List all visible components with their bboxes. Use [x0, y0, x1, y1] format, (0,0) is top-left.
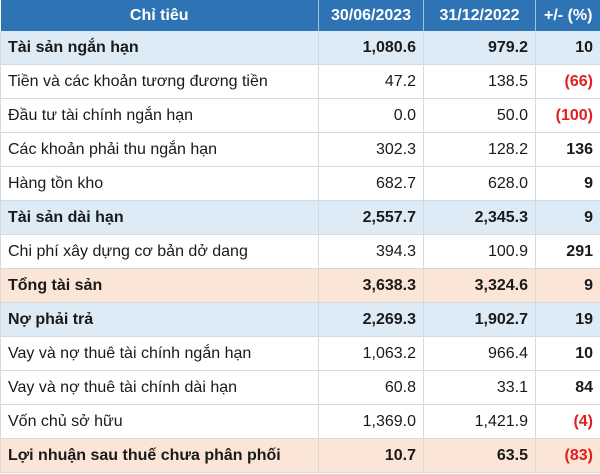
row-value-2: 138.5 [424, 65, 536, 99]
row-value-1: 10.7 [319, 439, 424, 473]
row-value-1: 302.3 [319, 133, 424, 167]
row-label: Vốn chủ sở hữu [1, 405, 319, 439]
row-label: Vay và nợ thuê tài chính ngắn hạn [1, 337, 319, 371]
table-body [1, 31, 600, 473]
row-change: 10 [536, 31, 600, 65]
table-row [1, 65, 600, 99]
row-label: Chi phí xây dựng cơ bản dở dang [1, 235, 319, 269]
table-row [1, 99, 600, 133]
row-label: Tiền và các khoản tương đương tiền [1, 65, 319, 99]
row-value-2: 100.9 [424, 235, 536, 269]
row-label: Hàng tồn kho [1, 167, 319, 201]
header-indicator: Chỉ tiêu [1, 0, 319, 31]
table-row [1, 133, 600, 167]
table-row [1, 439, 600, 473]
row-label: Nợ phải trả [1, 303, 319, 337]
table-row [1, 31, 600, 65]
row-change: 10 [536, 337, 600, 371]
row-label: Vay và nợ thuê tài chính dài hạn [1, 371, 319, 405]
row-value-1: 1,080.6 [319, 31, 424, 65]
row-change: 19 [536, 303, 600, 337]
row-value-2: 979.2 [424, 31, 536, 65]
row-value-2: 3,324.6 [424, 269, 536, 303]
table-row [1, 235, 600, 269]
row-change: 84 [536, 371, 600, 405]
row-value-1: 60.8 [319, 371, 424, 405]
row-label: Tài sản ngắn hạn [1, 31, 319, 65]
row-change: 9 [536, 269, 600, 303]
table-row [1, 167, 600, 201]
table-row [1, 201, 600, 235]
table-header [1, 0, 600, 31]
row-value-2: 50.0 [424, 99, 536, 133]
row-value-2: 128.2 [424, 133, 536, 167]
table-row [1, 405, 600, 439]
header-date-2: 31/12/2022 [424, 0, 536, 31]
row-label: Lợi nhuận sau thuế chưa phân phối [1, 439, 319, 473]
row-change: (4) [536, 405, 600, 439]
header-change: +/- (%) [536, 0, 600, 31]
row-value-2: 63.5 [424, 439, 536, 473]
header-row [1, 0, 600, 31]
row-change: (100) [536, 99, 600, 133]
row-value-2: 33.1 [424, 371, 536, 405]
row-label: Các khoản phải thu ngắn hạn [1, 133, 319, 167]
row-value-2: 628.0 [424, 167, 536, 201]
row-value-1: 0.0 [319, 99, 424, 133]
row-change: 9 [536, 201, 600, 235]
row-change: (83) [536, 439, 600, 473]
row-change: (66) [536, 65, 600, 99]
row-label: Đầu tư tài chính ngắn hạn [1, 99, 319, 133]
row-value-1: 394.3 [319, 235, 424, 269]
table-row [1, 371, 600, 405]
row-value-1: 2,269.3 [319, 303, 424, 337]
row-value-2: 966.4 [424, 337, 536, 371]
row-value-1: 1,369.0 [319, 405, 424, 439]
row-label: Tài sản dài hạn [1, 201, 319, 235]
table-row [1, 303, 600, 337]
row-change: 291 [536, 235, 600, 269]
row-value-2: 1,421.9 [424, 405, 536, 439]
row-value-1: 47.2 [319, 65, 424, 99]
row-value-1: 682.7 [319, 167, 424, 201]
row-change: 136 [536, 133, 600, 167]
header-date-1: 30/06/2023 [319, 0, 424, 31]
row-value-1: 1,063.2 [319, 337, 424, 371]
row-change: 9 [536, 167, 600, 201]
row-value-2: 2,345.3 [424, 201, 536, 235]
table-row [1, 269, 600, 303]
row-label: Tổng tài sản [1, 269, 319, 303]
row-value-2: 1,902.7 [424, 303, 536, 337]
row-value-1: 2,557.7 [319, 201, 424, 235]
row-value-1: 3,638.3 [319, 269, 424, 303]
table-row [1, 337, 600, 371]
